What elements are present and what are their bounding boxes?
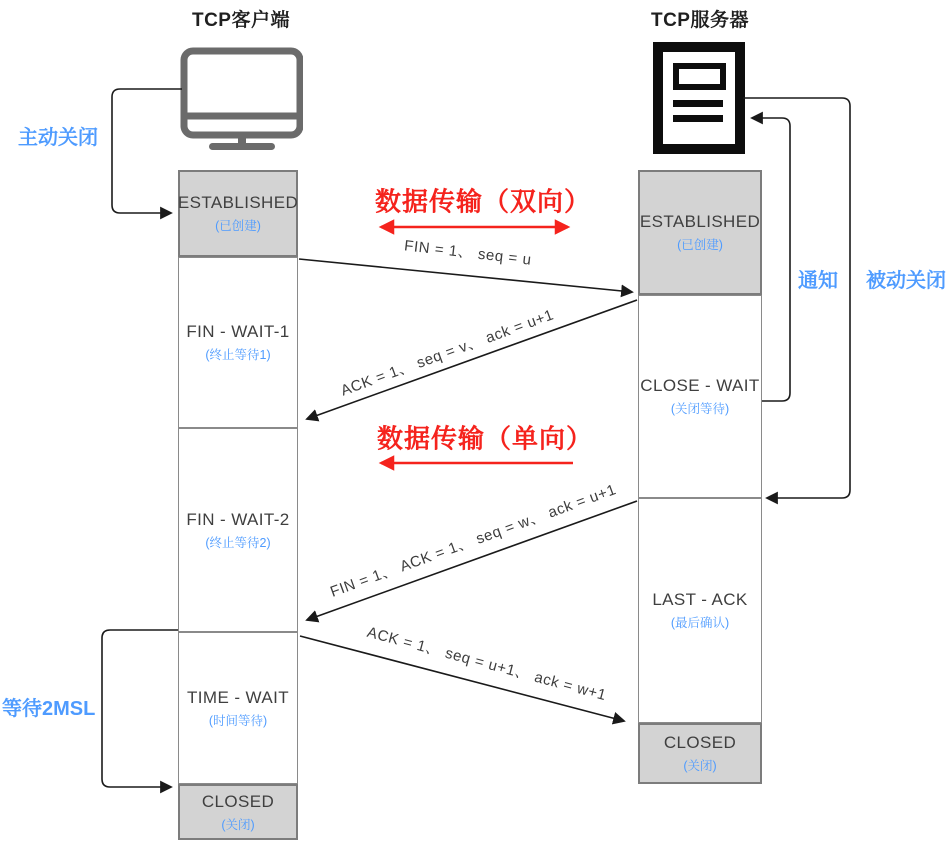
state-name: TIME - WAIT xyxy=(187,687,289,707)
state-sub: (终止等待2) xyxy=(205,535,271,550)
monitor-icon xyxy=(177,45,303,155)
state-sub: (时间等待) xyxy=(208,713,268,728)
state-sub: (关闭等待) xyxy=(670,402,730,416)
state-sub: (已创建) xyxy=(677,238,723,252)
wait-2msl-label: 等待2MSL xyxy=(2,698,96,720)
notify-label: 通知 xyxy=(798,270,838,292)
client-state-fin-wait-2 xyxy=(178,428,298,632)
unidirectional-transfer-label: 数据传输（单向） xyxy=(376,423,594,454)
client-title: TCP客户端 xyxy=(191,10,290,31)
wait-2msl-connector xyxy=(102,630,178,787)
message-last-ack-label: ACK = 1、 seq = u+1、 ack = w+1 xyxy=(365,623,609,705)
server-title: TCP服务器 xyxy=(650,10,749,31)
passive-close-label: 被动关闭 xyxy=(866,270,946,292)
client-state-established xyxy=(178,170,298,257)
bidirectional-transfer-label: 数据传输（双向） xyxy=(374,186,592,217)
state-sub: (已创建) xyxy=(215,219,261,233)
active-close-label: 主动关闭 xyxy=(18,127,98,149)
state-sub: (终止等待1) xyxy=(205,348,271,362)
state-name: FIN - WAIT-1 xyxy=(186,322,290,341)
state-sub: (关闭) xyxy=(221,817,255,832)
server-state-closed xyxy=(638,723,762,784)
client-state-closed xyxy=(178,784,298,840)
fin-ack-arrow xyxy=(307,501,637,620)
ack-arrow xyxy=(307,300,637,419)
message-fin-label: FIN = 1、 seq = u xyxy=(403,237,533,269)
state-name: LAST - ACK xyxy=(652,590,748,609)
state-name: CLOSED xyxy=(201,791,275,811)
state-name: FIN - WAIT-2 xyxy=(186,509,290,529)
state-name: ESTABLISHED xyxy=(177,193,299,212)
state-name: CLOSED xyxy=(663,733,737,752)
client-state-fin-wait-1 xyxy=(178,257,298,428)
server-state-established xyxy=(638,170,762,295)
message-fin-ack-label: FIN = 1、 ACK = 1、 seq = w、 ack = u+1 xyxy=(328,481,619,601)
state-name: ESTABLISHED xyxy=(639,212,761,231)
client-state-time-wait xyxy=(178,632,298,784)
fin-arrow xyxy=(299,259,632,292)
server-state-last-ack xyxy=(638,498,762,723)
active-close-connector xyxy=(112,89,182,213)
state-name: CLOSE - WAIT xyxy=(640,376,760,395)
state-sub: (最后确认) xyxy=(670,616,730,630)
state-sub: (关闭) xyxy=(683,759,717,773)
server-state-close-wait xyxy=(638,295,762,498)
document-server-icon xyxy=(653,42,745,154)
message-ack-label: ACK = 1、 seq = v、 ack = u+1 xyxy=(338,306,557,400)
